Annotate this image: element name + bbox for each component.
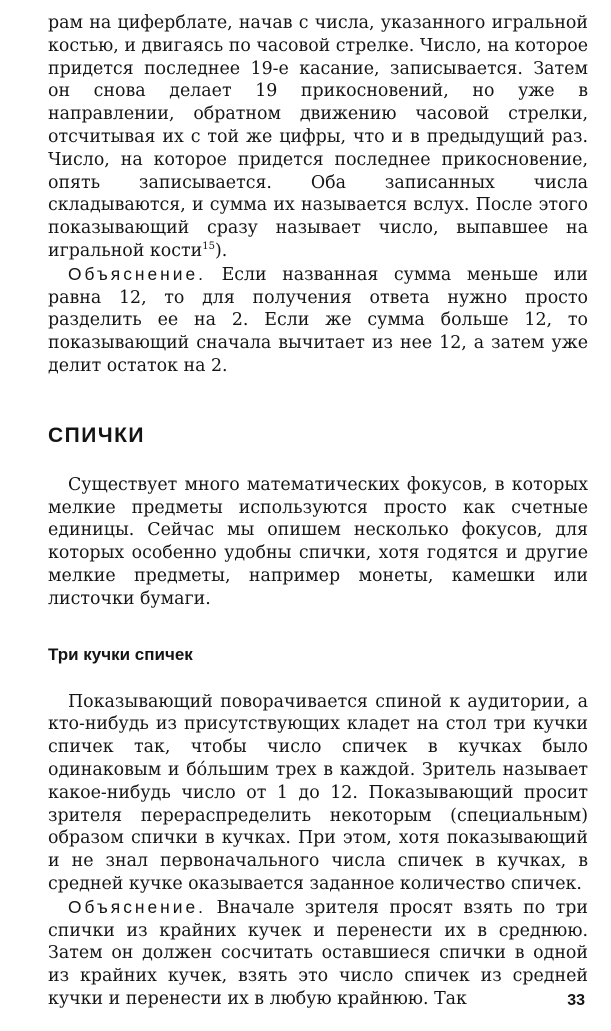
section-title: СПИЧКИ <box>48 423 146 447</box>
page-number: 33 <box>567 992 585 1009</box>
explanation-lead: Объяснение. <box>68 263 206 284</box>
paragraph-dice-procedure <box>48 12 588 263</box>
explanation-lead: Объяснение. <box>68 896 206 917</box>
subsection-title: Три кучки спичек <box>48 644 193 664</box>
footnote-marker: 15 <box>202 240 215 252</box>
paragraph-text: Вначале зрителя просят взять по три спички из крайних кучек и перенести их в среднюю. Затем он должен сосчитать оставшиеся спички в одной из крайних кучек, взять это число спичек из средней кучки и перенести их в любую крайнюю. Так <box>48 897 588 1009</box>
paragraph-text: рам на циферблате, начав с числа, указанного игральной костью, и двигаясь по часовой стрелке. Число, на которое придется последнее 19-е касание, записывается. Затем он снова делает 19 прикосновений, но уже в направлении, обратном движению часовой стрелки, отсчитывая их с той же цифры, что и в предыдущий раз. Число, на которое придется последнее прикосновение, опять записывается. Оба записанных числа складываются, и сумма их называется вслух. После этого показывающий сразу называет число, выпавшее на игральной кости <box>48 13 589 261</box>
paragraph-end: ). <box>214 240 228 261</box>
paragraph-three-piles-procedure <box>48 691 588 896</box>
paragraph-dice-explanation <box>48 263 588 378</box>
paragraph-text: Если названная сумма меньше или равна 12, то для получения ответа нужно просто разделить ее на 2. Если же сумма больше 12, то показывающий сначала вычитает из нее 12, а затем уже делит остаток на 2. <box>48 264 588 376</box>
book-page <box>48 12 588 1011</box>
paragraph-three-piles-explanation <box>48 896 588 1011</box>
paragraph-matches-intro <box>48 474 588 611</box>
paragraph-text: Существует много математических фокусов, в которых мелкие предметы используются просто как счетные единицы. Сейчас мы опишем несколько фокусов, для которых особенно удобны спички, хотя годятся и другие мелкие предметы, например монеты, камешки или листочки бумаги. <box>48 474 588 609</box>
paragraph-text: Показывающий поворачивается спиной к аудитории, а кто-нибудь из присутствующих кладет на стол три кучки спичек так, чтобы число спичек в кучках было одинаковым и бóльшим трех в каждой. Зритель называет какое-нибудь число от 1 до 12. Показывающий просит зрителя перераспределить некоторым (специальным) образом спички в кучках. При этом, хотя показывающий и не знал первоначального числа спичек в кучках, в средней кучке оказывается заданное количество спичек. <box>48 691 588 894</box>
